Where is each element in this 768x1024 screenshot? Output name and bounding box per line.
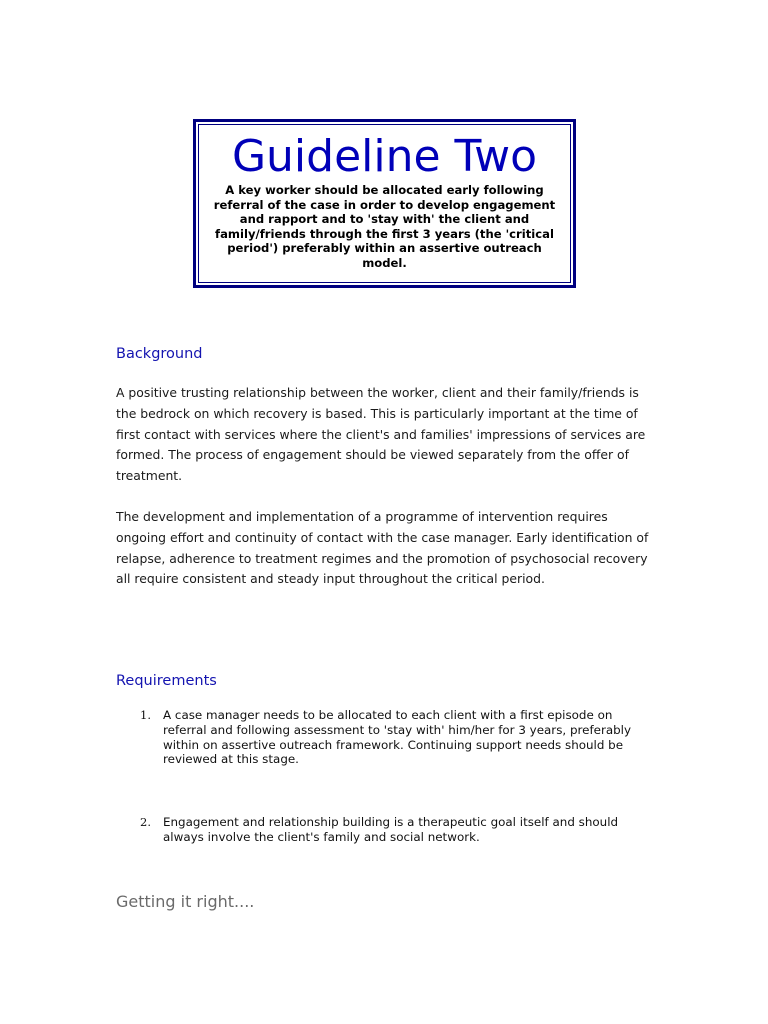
requirements-heading: Requirements (116, 673, 217, 689)
guideline-summary: A key worker should be allocated early following referral of the case in order to develop engagement and rapport and to 'stay with' the client and family/friends through the first 3 years (the 'critical period') preferably within an assertive outreach model. (213, 183, 556, 270)
guideline-title-box (193, 119, 576, 288)
background-paragraph-1: A positive trusting relationship between the worker, client and their family/friends is the bedrock on which recovery is based. This is particularly important at the time of first contact with services where the client's and families' impressions of services are formed. The process of engagement should be viewed separately from the offer of treatment. (116, 385, 646, 484)
guideline-title: Guideline Two (231, 131, 538, 182)
title-box-inner-border (198, 124, 571, 283)
getting-it-right-heading: Getting it right.... (116, 892, 255, 911)
background-heading: Background (116, 346, 203, 362)
requirement-text: Engagement and relationship building is a therapeutic goal itself and should always involve the client's family and social network. (163, 815, 619, 844)
requirement-number: 2. (140, 815, 151, 829)
requirement-text: A case manager needs to be allocated to each client with a first episode on referral and following assessment to 'stay with' him/her for 3 years, preferably within on assertive outreach framework. Continuing support needs should be reviewed at this stage. (163, 708, 632, 767)
background-paragraph-2: The development and implementation of a programme of intervention requires ongoing effort and continuity of contact with the case manager. Early identification of relapse, adherence to treatment regimes and the promotion of psychosocial recovery all require consistent and steady input throughout the critical period. (116, 509, 649, 587)
requirement-number: 1. (140, 708, 151, 722)
